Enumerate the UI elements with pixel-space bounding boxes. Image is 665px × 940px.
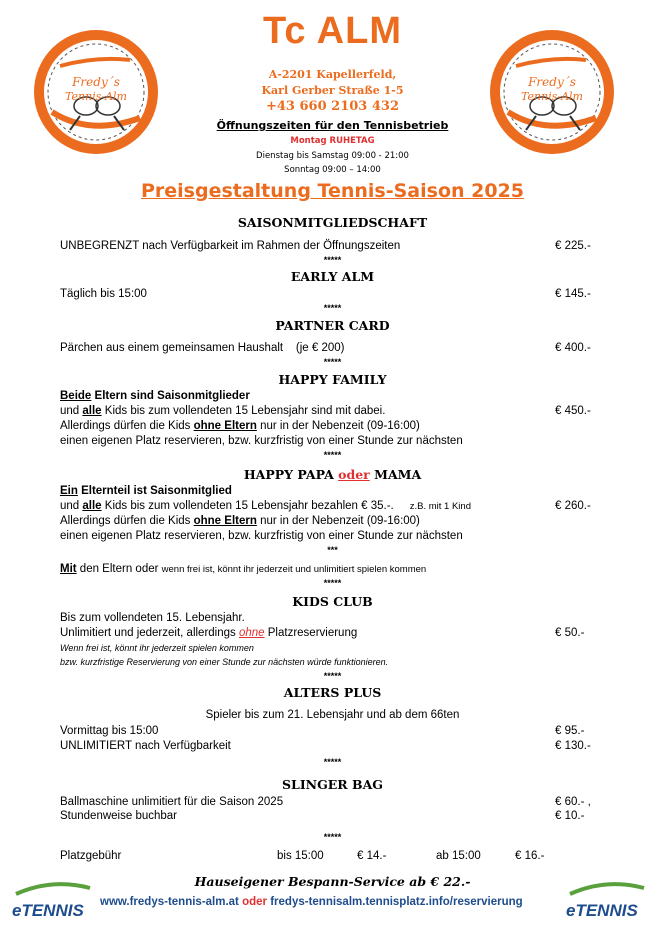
etennis-logo-right: [566, 880, 646, 920]
kids-line3: Wenn frei ist, könnt ihr jederzeit spielen kommen: [60, 643, 254, 653]
link-separator: oder: [242, 896, 268, 908]
papa-l2-alle: alle: [82, 500, 102, 512]
papa-l2-c: Kids bis zum vollendeten 15 Lebensjahr bezahlen € 35.-.: [101, 500, 394, 512]
etennis-brand: eTENNIS: [566, 901, 638, 920]
papa-title-c: MAMA: [369, 467, 422, 482]
family-l2-alle: alle: [82, 405, 102, 417]
papa-title-a: HAPPY PAPA: [243, 467, 339, 482]
address-line1: A-2201 Kapellerfeld,: [268, 68, 397, 81]
etennis-swoosh-icon: [566, 880, 646, 896]
papa-l3-a: Allerdings dürfen die Kids: [60, 515, 194, 527]
papa-l1-rest: Elternteil ist Saisonmitglied: [77, 485, 232, 497]
partner-note: (je € 200): [295, 342, 345, 354]
section-title-papa: [0, 467, 665, 482]
kids-l2-a: Unlimitiert und jederzeit, allerdings: [60, 627, 239, 639]
section-title-early: EARLY ALM: [290, 269, 375, 284]
papa-l3-rest: nur in der Nebenzeit (09-16:00): [256, 515, 420, 527]
family-line1: [60, 390, 250, 402]
alters-price2: € 130.-: [555, 740, 591, 752]
kids-line1: Bis zum vollendeten 15. Lebensjahr.: [60, 612, 245, 624]
address-line2: Karl Gerber Straße 1-5: [261, 84, 404, 97]
logo-text-line1: Fredy´s: [72, 75, 120, 89]
separator: *****: [323, 757, 342, 767]
family-line4: einen eigenen Platz reservieren, bzw. kurzfristig von einer Stunde zur nächsten: [60, 435, 463, 447]
alters-line1: Vormittag bis 15:00: [60, 725, 159, 737]
logo-text-line2: Tennis-Alm: [65, 90, 127, 103]
partner-price: € 400.-: [555, 342, 591, 354]
platz-price1: € 14.-: [357, 850, 387, 862]
platz-price2: € 16.-: [515, 850, 545, 862]
etennis-brand: eTENNIS: [12, 901, 84, 920]
logo-text-line1: Fredy´s: [528, 75, 576, 89]
kids-line2: [60, 627, 357, 639]
papa-price: € 260.-: [555, 500, 591, 512]
separator: *****: [323, 303, 342, 313]
section-title-kids: KIDS CLUB: [292, 594, 373, 609]
price-title: Preisgestaltung Tennis-Saison 2025: [140, 180, 525, 202]
footer-links: [100, 896, 523, 908]
section-title-saison: SAISONMITGLIEDSCHAFT: [237, 215, 428, 230]
alters-subtitle: Spieler bis zum 21. Lebensjahr und ab dem 66ten: [205, 709, 460, 721]
separator: *****: [323, 671, 342, 681]
hours-monday: Montag RUHETAG: [290, 136, 375, 146]
etennis-logo-left: [12, 880, 92, 920]
website-link[interactable]: www.fredys-tennis-alm.at: [100, 896, 239, 908]
separator: *****: [323, 450, 342, 460]
family-l3-a: Allerdings dürfen die Kids: [60, 420, 194, 432]
separator: ***: [327, 545, 338, 555]
separator: *****: [323, 255, 342, 265]
papa-line4: einen eigenen Platz reservieren, bzw. kurzfristig von einer Stunde zur nächsten: [60, 530, 463, 542]
papa-line3: [60, 515, 420, 527]
early-price: € 145.-: [555, 288, 591, 300]
hours-sunday: Sonntag 09:00 – 14:00: [284, 165, 381, 175]
family-line3: [60, 420, 420, 432]
alters-price1: € 95.-: [555, 725, 585, 737]
partner-desc: Pärchen aus einem gemeinsamen Haushalt: [60, 342, 284, 354]
family-both: Beide: [60, 390, 92, 402]
phone-number: +43 660 2103 432: [265, 99, 399, 114]
hours-weekdays: Dienstag bis Samstag 09:00 - 21:00: [256, 151, 409, 161]
papa-ein: Ein: [60, 485, 78, 497]
family-price: € 450.-: [555, 405, 591, 417]
papa-mit: Mit: [60, 563, 77, 575]
early-text: Täglich bis 15:00: [60, 288, 147, 300]
papa-line2: [60, 500, 471, 512]
kids-price: € 50.-: [555, 627, 585, 639]
stringing-service: Hauseigener Bespann-Service ab € 22.-: [194, 874, 471, 889]
papa-example: z.B. mit 1 Kind: [409, 501, 471, 512]
papa-l2-a: und: [60, 500, 83, 512]
papa-l3-ohne: ohne Eltern: [193, 515, 257, 527]
alters-line2: UNLIMITIERT nach Verfügbarkeit: [60, 740, 231, 752]
saison-price: € 225.-: [555, 240, 591, 252]
logo-text-line2: Tennis-Alm: [521, 90, 583, 103]
platz-time2: ab 15:00: [436, 850, 481, 862]
platz-label: Platzgebühr: [60, 850, 122, 862]
slinger-price2: € 10.-: [555, 810, 585, 822]
slinger-line1: Ballmaschine unlimitiert für die Saison 2025: [60, 796, 284, 808]
papa-l5-c: wenn frei ist, könnt ihr jederzeit und unlimitiert spielen kommen: [161, 564, 427, 575]
hours-title: Öffnungszeiten für den Tennisbetrieb: [216, 119, 449, 132]
section-title-family: HAPPY FAMILY: [278, 372, 387, 387]
slinger-price1: € 60.- ,: [555, 796, 591, 808]
papa-line1: [60, 485, 232, 497]
separator: *****: [323, 357, 342, 367]
family-l2-rest: Kids bis zum vollendeten 15 Lebensjahr sind mit dabei.: [101, 405, 386, 417]
family-l1-rest: Eltern sind Saisonmitglieder: [91, 390, 250, 402]
separator: *****: [323, 578, 342, 588]
reservation-link[interactable]: fredys-tennisalm.tennisplatz.info/reservierung: [270, 896, 523, 908]
kids-l2-c: Platzreservierung: [264, 627, 358, 639]
section-title-partner: PARTNER CARD: [275, 318, 390, 333]
papa-line5: [60, 563, 426, 575]
saison-text: UNBEGRENZT nach Verfügbarkeit im Rahmen der Öffnungszeiten: [60, 240, 401, 252]
section-title-alters: ALTERS PLUS: [283, 685, 382, 700]
etennis-swoosh-icon: [12, 880, 92, 896]
papa-title-or: oder: [338, 467, 370, 482]
section-title-slinger: SLINGER BAG: [282, 777, 383, 792]
slinger-line2: Stundenweise buchbar: [60, 810, 177, 822]
family-l2-a: und: [60, 405, 83, 417]
papa-l5-b: den Eltern oder: [76, 563, 162, 575]
family-line2: [60, 405, 385, 417]
family-l3-rest: nur in der Nebenzeit (09-16:00): [256, 420, 420, 432]
family-l3-ohne: ohne Eltern: [193, 420, 257, 432]
club-name: Tc ALM: [263, 10, 402, 52]
partner-text: [60, 342, 344, 354]
kids-l2-ohne: ohne: [238, 627, 265, 639]
separator: *****: [323, 832, 342, 842]
platz-time1: bis 15:00: [277, 850, 324, 862]
kids-line4: bzw. kurzfristige Reservierung von einer Stunde zur nächsten würde funktionieren.: [60, 657, 389, 667]
